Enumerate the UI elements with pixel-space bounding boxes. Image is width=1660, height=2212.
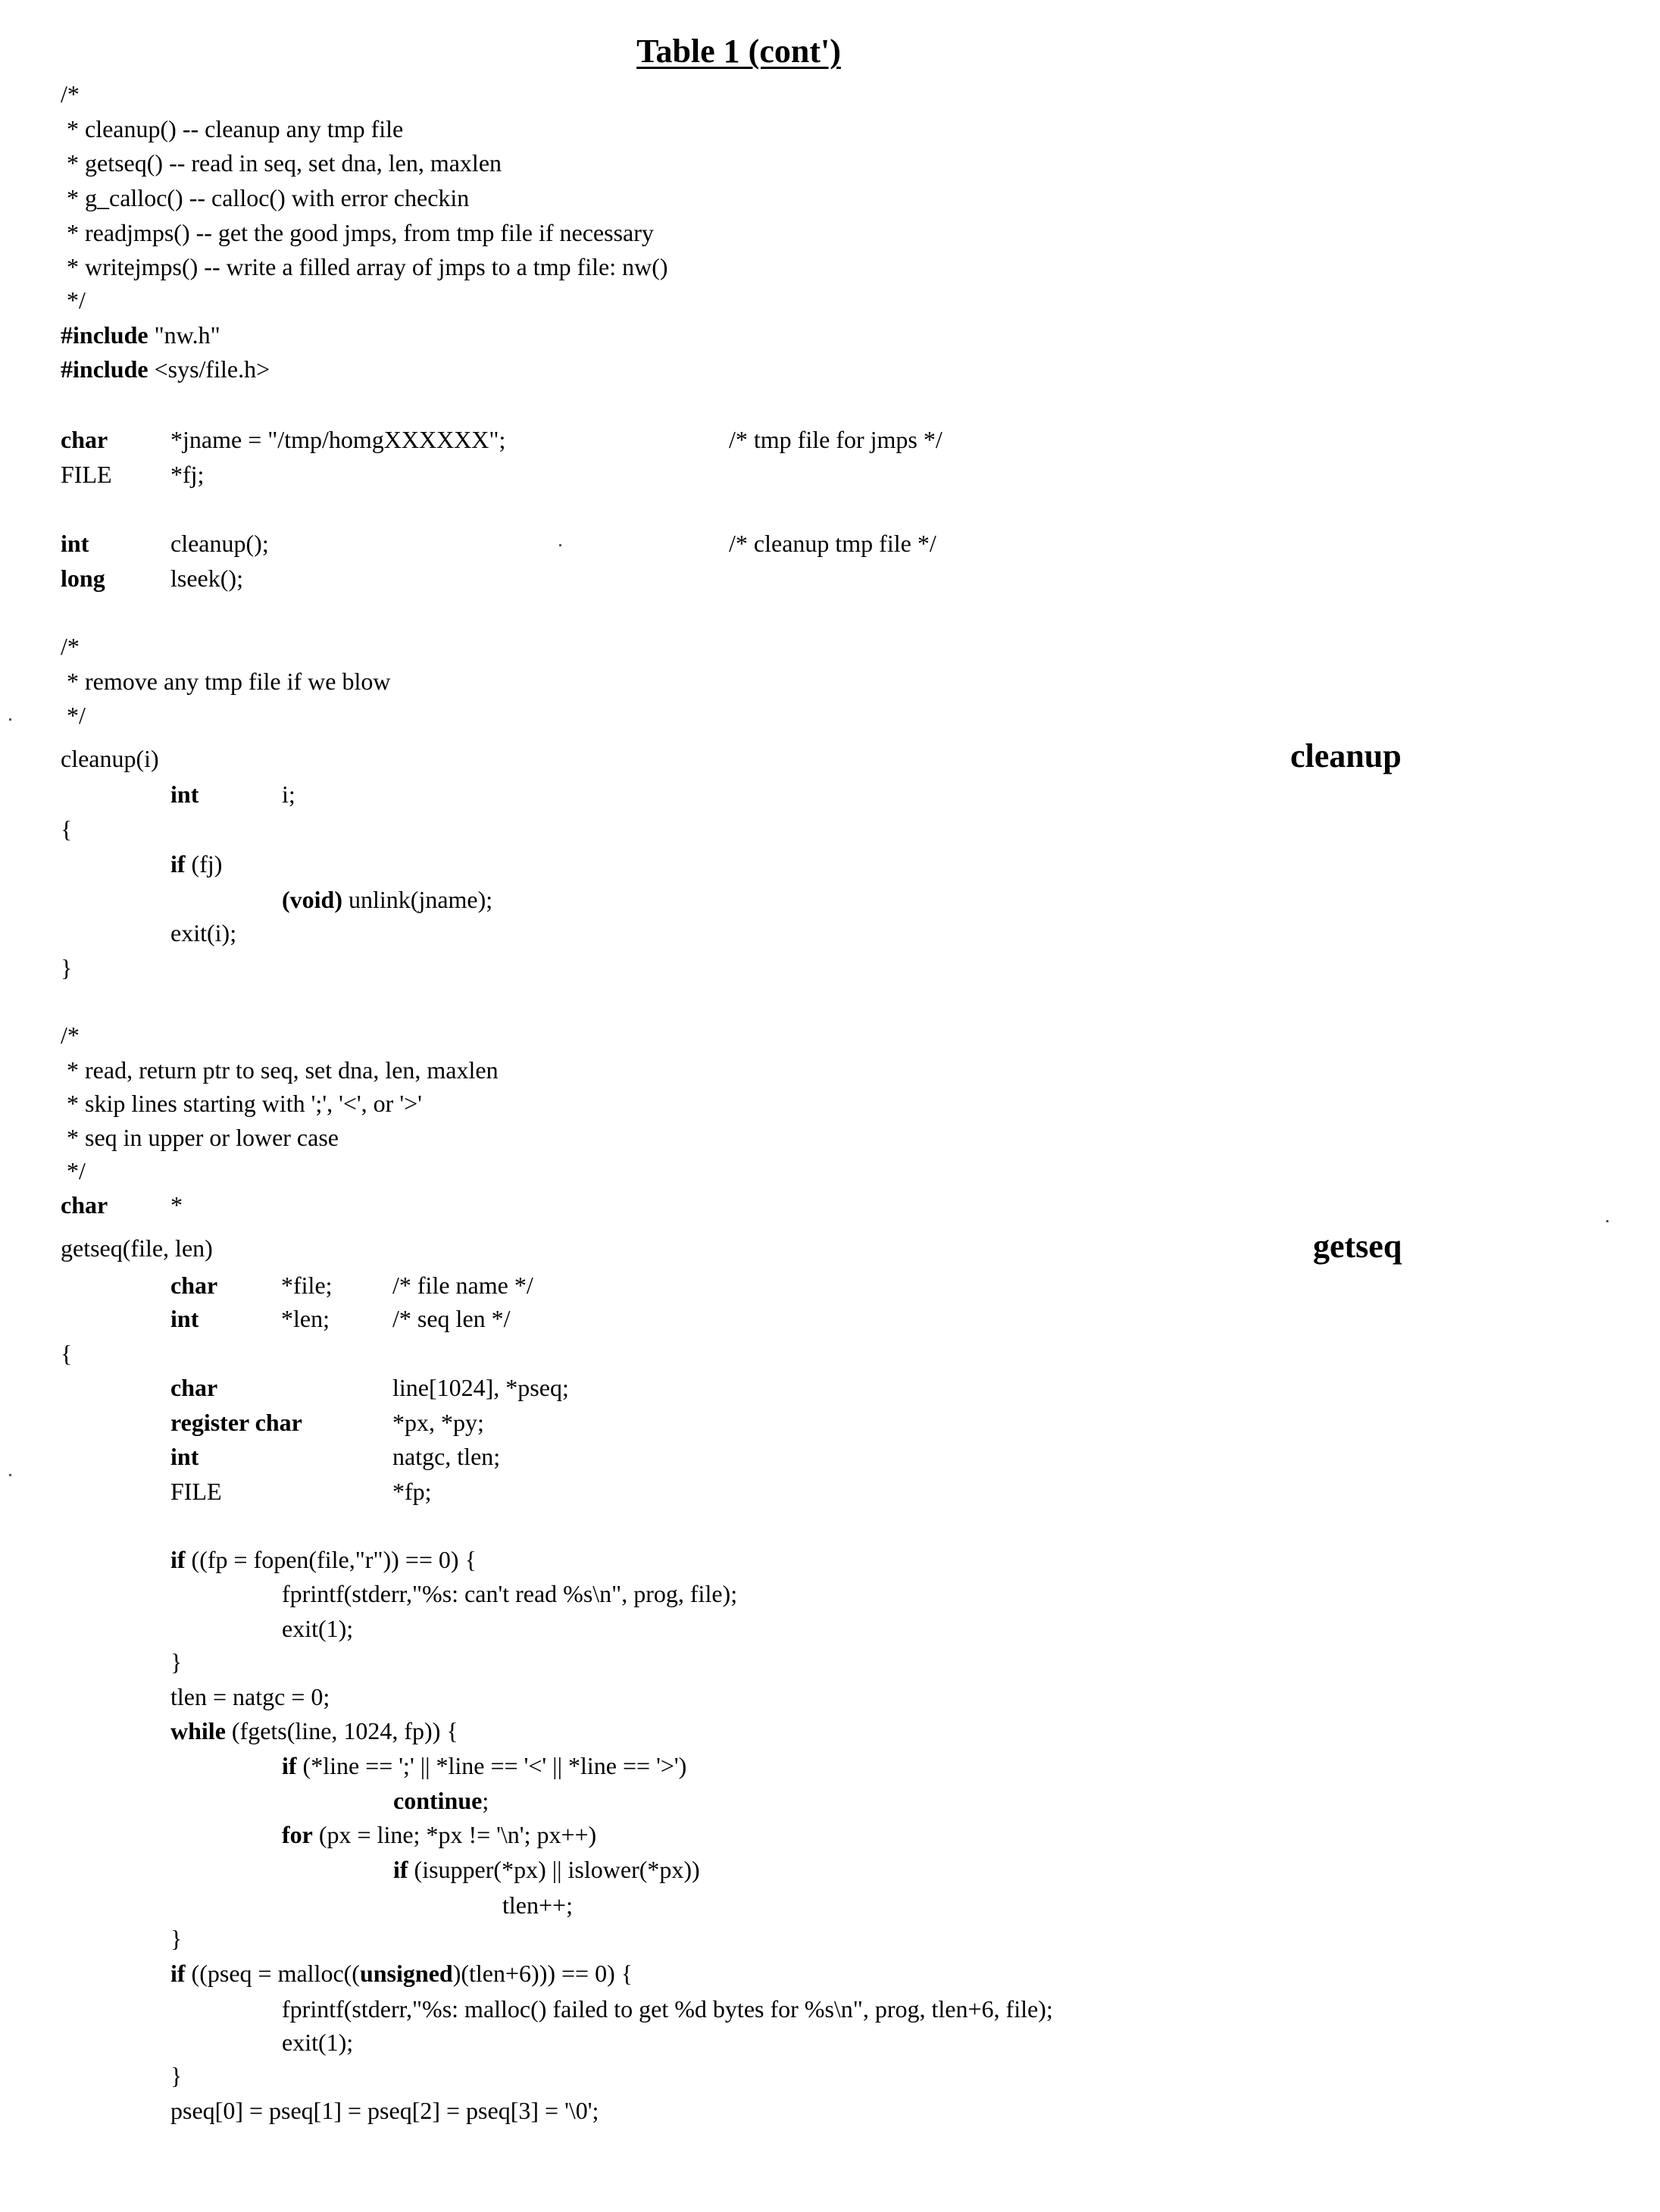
- global-type: int: [61, 530, 89, 557]
- comment-line: */: [61, 1157, 86, 1184]
- comment-line: * g_calloc() -- calloc() with error checkin: [61, 184, 470, 211]
- comment-line: */: [61, 286, 86, 314]
- comment-line: /*: [61, 633, 80, 660]
- return-ptr: *: [170, 1191, 183, 1219]
- param-type: int: [170, 1305, 199, 1332]
- brace-close: }: [61, 954, 73, 981]
- global-comment: /* tmp file for jmps */: [729, 426, 943, 453]
- param-name: i;: [282, 781, 295, 808]
- local-type: FILE: [170, 1478, 222, 1505]
- brace-open: {: [61, 815, 73, 843]
- comment-line: * cleanup() -- cleanup any tmp file: [61, 115, 404, 142]
- scan-speck: [9, 718, 11, 721]
- global-type: char: [61, 426, 108, 453]
- code-line: if (fj): [170, 850, 223, 878]
- code-line: if ((pseq = malloc((unsigned)(tlen+6))) == 0) {: [170, 1960, 633, 1987]
- global-decl: *jname = "/tmp/homgXXXXXX";: [170, 426, 506, 453]
- scan-speck: [559, 544, 561, 546]
- return-type: char: [61, 1191, 108, 1219]
- global-decl: lseek();: [170, 565, 243, 592]
- function-signature: cleanup(i): [61, 745, 159, 772]
- code-line: tlen = natgc = 0;: [170, 1683, 330, 1710]
- brace-open: {: [61, 1340, 73, 1367]
- global-decl: *fj;: [170, 461, 205, 488]
- param-comment: /* seq len */: [392, 1305, 511, 1332]
- local-name: *px, *py;: [392, 1409, 484, 1436]
- comment-line: * writejmps() -- write a filled array of jmps to a tmp file: nw(): [61, 253, 668, 280]
- local-type: int: [170, 1443, 199, 1470]
- local-name: line[1024], *pseq;: [392, 1374, 569, 1401]
- param-type: char: [170, 1272, 218, 1299]
- global-type: long: [61, 565, 105, 592]
- param-name: *file;: [281, 1272, 333, 1299]
- global-decl: cleanup();: [170, 530, 269, 557]
- code-line: continue;: [393, 1787, 489, 1814]
- local-type: register char: [170, 1409, 302, 1436]
- global-comment: /* cleanup tmp file */: [729, 530, 936, 557]
- code-line: }: [170, 1648, 183, 1675]
- code-line: }: [170, 2062, 183, 2089]
- code-line: tlen++;: [502, 1891, 573, 1919]
- code-line: exit(1);: [282, 1615, 354, 1642]
- comment-line: * seq in upper or lower case: [61, 1124, 339, 1151]
- code-line: if (*line == ';' || *line == '<' || *line == '>'): [282, 1752, 687, 1779]
- page-title: Table 1 (cont'): [636, 33, 841, 70]
- code-line: for (px = line; *px != '\n'; px++): [282, 1821, 597, 1848]
- comment-line: * skip lines starting with ';', '<', or '>': [61, 1090, 422, 1117]
- local-type: char: [170, 1374, 218, 1401]
- code-line: if ((fp = fopen(file,"r")) == 0) {: [170, 1546, 477, 1573]
- code-line: exit(i);: [170, 919, 237, 946]
- comment-line: * read, return ptr to seq, set dna, len, maxlen: [61, 1056, 499, 1084]
- scan-speck: [1606, 1220, 1608, 1222]
- code-line: pseq[0] = pseq[1] = pseq[2] = pseq[3] = '\0';: [170, 2097, 599, 2124]
- code-line: (void) unlink(jname);: [282, 886, 493, 913]
- param-comment: /* file name */: [392, 1272, 533, 1299]
- scan-speck: [9, 1474, 11, 1476]
- comment-line: /*: [61, 1022, 80, 1049]
- include-line: #include "nw.h": [61, 321, 220, 349]
- comment-line: */: [61, 702, 86, 729]
- comment-line: * readjmps() -- get the good jmps, from tmp file if necessary: [61, 219, 654, 246]
- local-name: natgc, tlen;: [392, 1443, 501, 1470]
- param-type: int: [170, 781, 199, 808]
- param-name: *len;: [281, 1305, 330, 1332]
- code-line: fprintf(stderr,"%s: can't read %s\n", prog, file);: [282, 1580, 738, 1607]
- comment-line: /*: [61, 80, 80, 108]
- function-label-getseq: getseq: [1313, 1228, 1402, 1265]
- function-label-cleanup: cleanup: [1290, 737, 1402, 774]
- global-type: FILE: [61, 461, 112, 488]
- comment-line: * remove any tmp file if we blow: [61, 668, 391, 695]
- comment-line: * getseq() -- read in seq, set dna, len, maxlen: [61, 149, 502, 177]
- function-signature: getseq(file, len): [61, 1234, 213, 1262]
- code-line: exit(1);: [282, 2029, 354, 2056]
- code-line: if (isupper(*px) || islower(*px)): [393, 1856, 700, 1883]
- code-line: fprintf(stderr,"%s: malloc() failed to get %d bytes for %s\n", prog, tlen+6, file);: [282, 1995, 1053, 2023]
- include-line: #include <sys/file.h>: [61, 355, 270, 383]
- local-name: *fp;: [392, 1478, 432, 1505]
- code-line: }: [170, 1925, 183, 1952]
- code-line: while (fgets(line, 1024, fp)) {: [170, 1717, 458, 1744]
